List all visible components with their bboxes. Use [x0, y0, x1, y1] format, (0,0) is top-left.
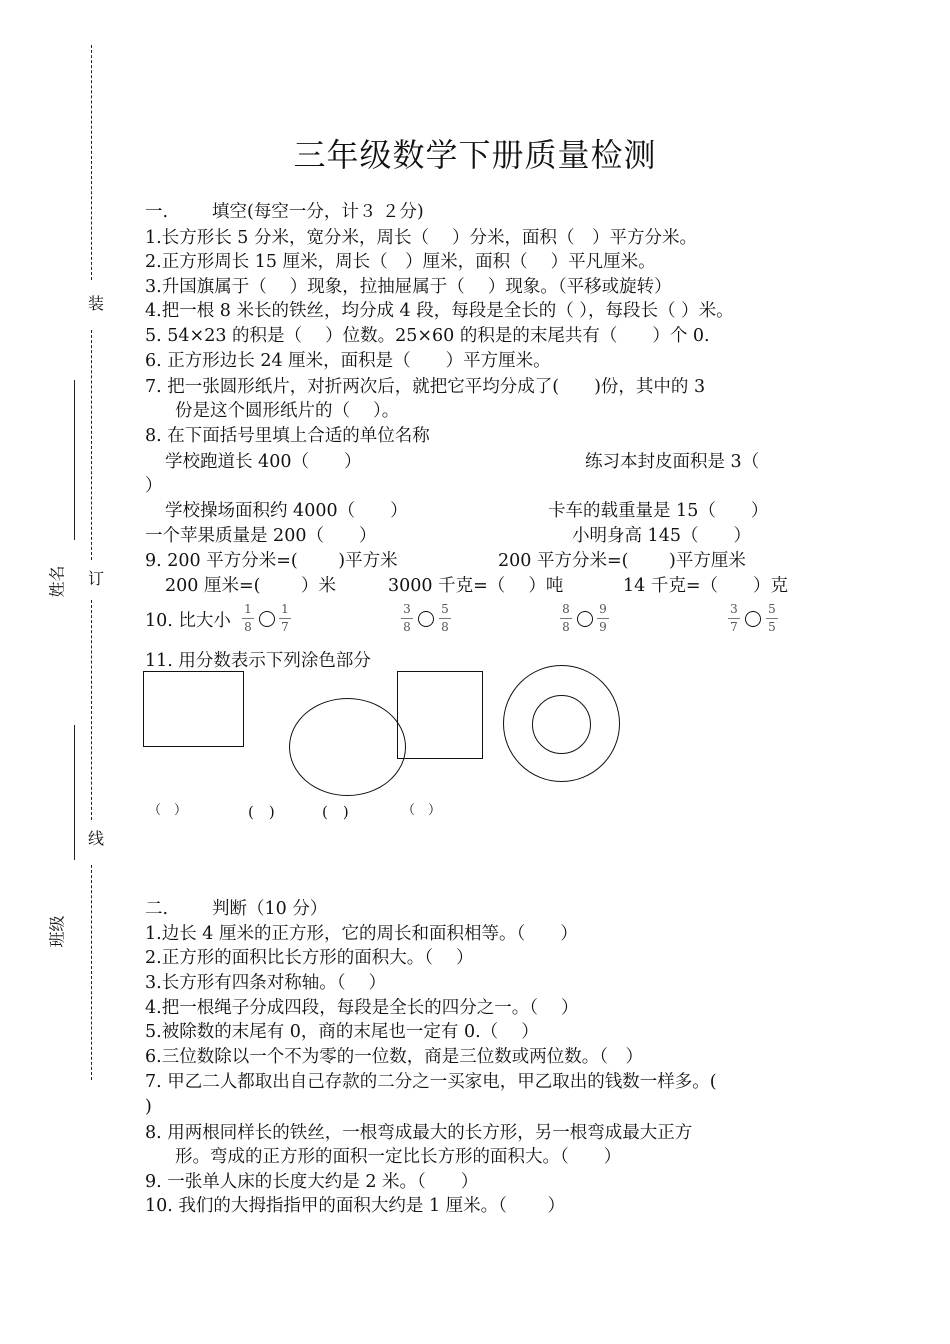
answer-paren-1[interactable]: （ ） — [148, 803, 188, 818]
question-8b-close: ） — [145, 476, 163, 496]
judge-item-5: 5.被除数的末尾有 0，商的末尾也一定有 0.（ ） — [145, 1022, 539, 1042]
rectangle-shape — [143, 671, 244, 747]
fraction-numerator: 5 — [441, 602, 449, 616]
fraction-bar — [279, 618, 291, 619]
question-9d: 3000 千克=（ ）吨 — [388, 576, 564, 596]
judge-item-8: 8. 用两根同样长的铁丝，一根弯成最大的长方形，另一根弯成最大正方 — [145, 1123, 693, 1143]
fraction-denominator: 8 — [562, 620, 570, 634]
judge-item-7: 7. 甲乙二人都取出自己存款的二分之一买家电，甲乙取出的钱数一样多。( — [145, 1072, 717, 1092]
ellipse-shape — [289, 698, 406, 796]
fraction-numerator: 1 — [281, 602, 289, 616]
binding-dash-line-4 — [91, 865, 92, 1080]
compare-circle-4[interactable] — [745, 611, 761, 627]
fraction-1b — [279, 603, 291, 633]
fraction-bar — [439, 618, 451, 619]
compare-circle-2[interactable] — [418, 611, 434, 627]
fraction-denominator: 8 — [441, 620, 449, 634]
fraction-denominator: 9 — [599, 620, 607, 634]
margin-xian: 线 — [88, 829, 105, 848]
binding-dash-line-3 — [91, 600, 92, 820]
fraction-3a — [560, 603, 572, 633]
question-9a: 9. 200 平方分米=( )平方米 — [145, 551, 398, 571]
fraction-bar — [597, 618, 609, 619]
name-label: 姓名 — [47, 565, 67, 598]
question-9b: 200 平方分米=( )平方厘米 — [498, 551, 746, 571]
answer-paren-3[interactable]: ( ) — [322, 803, 349, 821]
answer-paren-2[interactable]: ( ) — [248, 803, 275, 821]
judge-item-8-cont: 形。弯成的正方形的面积一定比长方形的面积大。（ ） — [175, 1147, 622, 1167]
fraction-numerator: 1 — [244, 602, 252, 616]
fraction-denominator: 7 — [281, 620, 289, 634]
class-label: 班级 — [47, 915, 67, 948]
question-8e: 一个苹果质量是 200（ ） — [145, 526, 377, 546]
compare-circle-3[interactable] — [577, 611, 593, 627]
ring-inner-circle — [532, 695, 591, 754]
section2-heading: 判断（10 分） — [212, 899, 328, 919]
question-8c: 学校操场面积约 4000（ ） — [165, 501, 408, 521]
judge-item-9: 9. 一张单人床的长度大约是 2 米。（ ） — [145, 1172, 479, 1192]
question-2: 2.正方形周长 15 厘米，周长（ ）厘米，面积（ ）平凡厘米。 — [145, 252, 656, 272]
question-7-cont: 份是这个圆形纸片的（ ）。 — [175, 401, 400, 421]
question-1: 1.长方形长 5 分米，宽分米，周长（ ）分米，面积（ ）平方分米。 — [145, 228, 698, 248]
question-11: 11. 用分数表示下列涂色部分 — [145, 651, 371, 671]
fraction-numerator: 8 — [562, 602, 570, 616]
judge-item-1: 1.边长 4 厘米的正方形，它的周长和面积相等。（ ） — [145, 924, 578, 944]
judge-item-10: 10. 我们的大拇指指甲的面积大约是 1 厘米。（ ） — [145, 1196, 565, 1216]
question-10: 10. 比大小 — [145, 611, 231, 631]
margin-zhuang: 装 — [88, 294, 105, 313]
question-9c: 200 厘米=( ）米 — [165, 576, 337, 596]
judge-item-4: 4.把一根绳子分成四段，每段是全长的四分之一。（ ） — [145, 998, 579, 1018]
compare-circle-1[interactable] — [259, 611, 275, 627]
question-8b: 练习本封皮面积是 3（ — [585, 452, 760, 472]
section1-heading: 填空(每空一分，计３ ２分) — [212, 202, 424, 222]
question-7: 7. 把一张圆形纸片，对折两次后，就把它平均分成了( )份，其中的 3 — [145, 377, 706, 397]
fraction-bar — [728, 618, 740, 619]
answer-paren-4[interactable]: （ ） — [402, 803, 442, 818]
fraction-2b — [439, 603, 451, 633]
fraction-bar — [766, 618, 778, 619]
fraction-bar — [242, 618, 254, 619]
fraction-denominator: 8 — [403, 620, 411, 634]
fraction-bar — [560, 618, 572, 619]
fraction-4a — [728, 603, 740, 633]
name-line — [74, 380, 75, 540]
square-shape — [397, 671, 483, 759]
fraction-numerator: 3 — [403, 602, 411, 616]
judge-item-7-close: ) — [145, 1097, 152, 1117]
fraction-3b — [597, 603, 609, 633]
question-8d: 卡车的载重量是 15（ ） — [548, 501, 769, 521]
question-9e: 14 千克=（ ）克 — [623, 576, 788, 596]
fraction-denominator: 5 — [768, 620, 776, 634]
question-8: 8. 在下面括号里填上合适的单位名称 — [145, 426, 430, 446]
fraction-denominator: 7 — [730, 620, 738, 634]
question-3: 3.升国旗属于（ ）现象，拉抽屉属于（ ）现象。（平移或旋转） — [145, 277, 672, 297]
question-5: 5. 54×23 的积是（ ）位数。25×60 的积是的末尾共有（ ）个 0. — [145, 326, 710, 346]
fraction-1a — [242, 603, 254, 633]
question-4: 4.把一根 8 米长的铁丝，均分成 4 段，每段是全长的（ ），每段长（ ）米。 — [145, 301, 734, 321]
judge-item-6: 6.三位数除以一个不为零的一位数，商是三位数或两位数。（ ） — [145, 1047, 643, 1067]
question-8f: 小明身高 145（ ） — [572, 526, 751, 546]
fraction-numerator: 3 — [730, 602, 738, 616]
question-6: 6. 正方形边长 24 厘米，面积是（ ）平方厘米。 — [145, 351, 551, 371]
fraction-numerator: 9 — [599, 602, 607, 616]
page-title: 三年级数学下册质量检测 — [293, 136, 657, 174]
fraction-denominator: 8 — [244, 620, 252, 634]
fraction-4b — [766, 603, 778, 633]
fraction-numerator: 5 — [768, 602, 776, 616]
binding-dash-line-2 — [91, 330, 92, 560]
margin-ding: 订 — [88, 569, 105, 588]
question-8a: 学校跑道长 400（ ） — [165, 452, 362, 472]
class-line — [74, 725, 75, 860]
section2-number: 二. — [145, 899, 169, 919]
fraction-2a — [401, 603, 413, 633]
fraction-bar — [401, 618, 413, 619]
section1-number: 一. — [145, 202, 169, 222]
judge-item-2: 2.正方形的面积比长方形的面积大。（ ） — [145, 948, 474, 968]
judge-item-3: 3.长方形有四条对称轴。（ ） — [145, 973, 387, 993]
